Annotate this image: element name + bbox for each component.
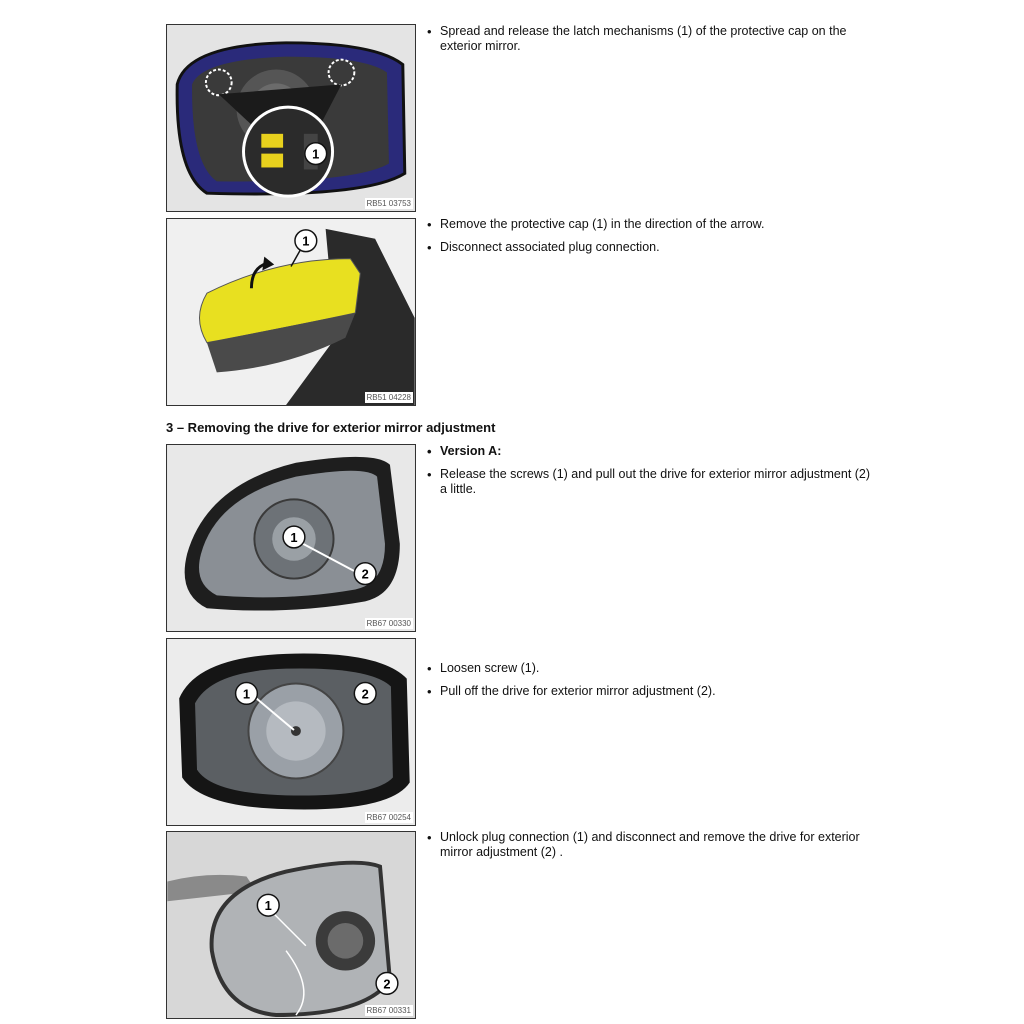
mirror-drive-illustration [167, 445, 415, 631]
step-4-instructions [426, 661, 876, 707]
callout-2: 2 [361, 686, 369, 702]
instruction: • Disconnect associated plug connection. [426, 240, 876, 255]
instruction: • Remove the protective cap (1) in the direction of the arrow. [426, 217, 876, 232]
instruction: • Release the screws (1) and pull out the drive for exterior mirror adjustment (2) a little. [426, 467, 876, 497]
callout-1: 1 [312, 146, 320, 162]
figure-protective-cap-latches [166, 24, 416, 212]
callout-1: 1 [242, 686, 251, 702]
figure-remove-protective-cap [166, 218, 416, 406]
drive-removal-illustration [167, 832, 415, 1018]
instruction: • Loosen screw (1). [426, 661, 876, 676]
version-label: • Version A: [426, 444, 876, 459]
figure-loosen-screw [166, 638, 416, 826]
callout-1: 1 [290, 529, 298, 545]
instruction: • Spread and release the latch mechanisms (1) of the protective cap on the exterior mirror. [426, 24, 876, 54]
figure-caption: RB67 00254 [366, 813, 411, 822]
callout-2: 2 [383, 976, 391, 992]
instruction: • Pull off the drive for exterior mirror adjustment (2). [426, 684, 876, 699]
step-3-instructions [426, 444, 876, 505]
figure-caption: RB51 04228 [366, 393, 411, 402]
section-heading: 3 – Removing the drive for exterior mirror adjustment [166, 420, 496, 435]
step-5-instructions [426, 830, 876, 868]
figure-caption: RB67 00330 [366, 619, 411, 628]
callout-1: 1 [264, 898, 272, 914]
figure-unlock-plug-connection [166, 831, 416, 1019]
cap-removal-illustration [167, 219, 415, 405]
mirror-cap-illustration [167, 25, 415, 211]
instruction: • Unlock plug connection (1) and disconnect and remove the drive for exterior mirror adjustment (2) . [426, 830, 876, 860]
mirror-drive-closeup-illustration [167, 639, 415, 825]
figure-caption: RB51 03753 [366, 199, 411, 208]
figure-release-screws [166, 444, 416, 632]
figure-caption: RB67 00331 [366, 1006, 411, 1015]
step-2-instructions [426, 217, 876, 263]
callout-2: 2 [361, 566, 369, 582]
step-1-instructions [426, 24, 876, 62]
callout-1: 1 [302, 233, 310, 249]
